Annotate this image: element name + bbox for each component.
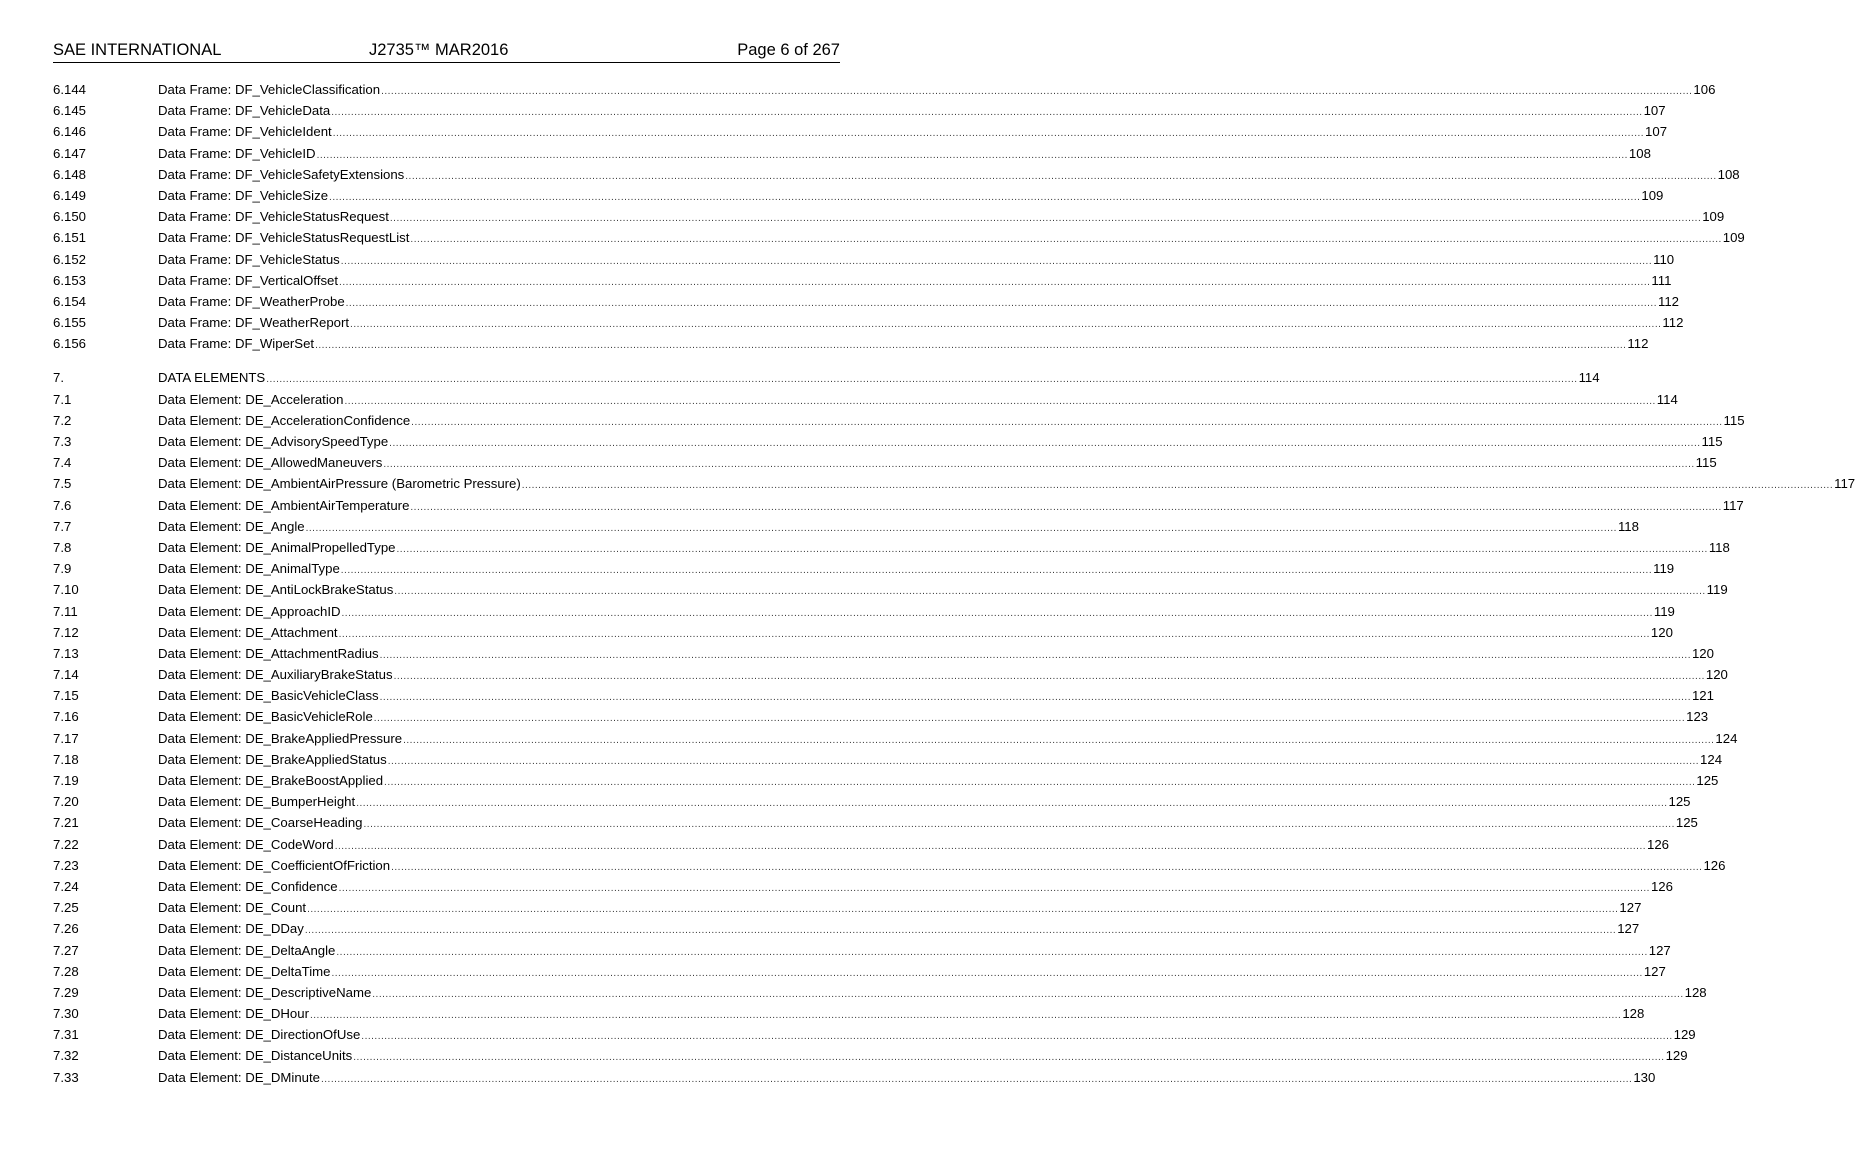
toc-entry-line	[158, 495, 1744, 518]
toc-entry-page: 107	[1643, 103, 1666, 119]
toc-entry[interactable]	[53, 918, 1640, 939]
toc-entry-title: Data Element: DE_Confidence	[158, 878, 338, 894]
toc-entry-number: 7.25	[53, 900, 79, 916]
toc-entry-page: 129	[1673, 1027, 1696, 1043]
toc-entry-line	[158, 249, 1675, 272]
toc-entry-page: 120	[1650, 624, 1673, 640]
toc-dot-leader: ................................................................................................................................................................................................................................................................................................................................................................................................................	[331, 967, 1643, 979]
toc-entry-number: 7.32	[53, 1048, 79, 1064]
toc-entry-number: 6.150	[53, 209, 87, 225]
toc-dot-leader: ................................................................................................................................................................................................................................................................................................................................................................................................................	[521, 480, 1834, 492]
toc-entry-line	[158, 143, 1651, 166]
toc-dot-leader: ................................................................................................................................................................................................................................................................................................................................................................................................................	[361, 1031, 1673, 1043]
toc-dot-leader: ................................................................................................................................................................................................................................................................................................................................................................................................................	[410, 234, 1722, 246]
toc-entry-number: 7.10	[53, 582, 79, 598]
toc-entry-number: 7.29	[53, 984, 79, 1000]
toc-dot-leader: ................................................................................................................................................................................................................................................................................................................................................................................................................	[403, 734, 1715, 746]
toc-entry[interactable]	[53, 249, 1675, 270]
toc-entry[interactable]	[53, 537, 1730, 558]
toc-dot-leader: ................................................................................................................................................................................................................................................................................................................................................................................................................	[384, 777, 1696, 788]
toc-entry-page: 125	[1675, 815, 1698, 831]
toc-entry-number: 7.7	[53, 518, 72, 534]
toc-entry-title: Data Element: DE_DistanceUnits	[158, 1048, 353, 1064]
toc-entry[interactable]	[53, 791, 1691, 812]
toc-entry-number: 6.146	[53, 124, 87, 140]
toc-entry[interactable]	[53, 495, 1744, 516]
toc-entry-number: 7.17	[53, 730, 79, 746]
toc-entry-line	[158, 961, 1666, 984]
toc-entry-page: 130	[1633, 1069, 1656, 1085]
toc-entry-line	[158, 312, 1684, 335]
toc-dot-leader: ................................................................................................................................................................................................................................................................................................................................................................................................................	[338, 882, 1650, 894]
toc-entry-page: 127	[1619, 900, 1642, 916]
toc-entry-number: 6.145	[53, 103, 87, 119]
toc-entry[interactable]	[53, 940, 1671, 961]
toc-entry-line	[158, 558, 1675, 581]
toc-entry[interactable]	[53, 312, 1684, 333]
toc-dot-leader: ................................................................................................................................................................................................................................................................................................................................................................................................................	[394, 586, 1706, 598]
toc-entry-title: Data Element: DE_CoefficientOfFriction	[158, 857, 391, 873]
toc-entry-line	[158, 206, 1725, 229]
toc-entry-title: Data Element: DE_BrakeAppliedStatus	[158, 751, 387, 767]
toc-entry-line	[158, 770, 1719, 793]
toc-entry-title: Data Frame: DF_VerticalOffset	[158, 272, 339, 288]
toc-entry-page: 119	[1653, 561, 1675, 577]
toc-entry-line	[158, 876, 1673, 899]
toc-dot-leader: ................................................................................................................................................................................................................................................................................................................................................................................................................	[339, 276, 1651, 288]
toc-entry-line	[158, 410, 1745, 433]
toc-entry-title: Data Element: DE_Angle	[158, 518, 305, 534]
toc-entry[interactable]	[53, 749, 1723, 770]
toc-entry-page: 109	[1641, 187, 1664, 203]
toc-entry-number: 6.147	[53, 145, 87, 161]
toc-entry[interactable]	[53, 143, 1651, 164]
toc-dot-leader: ................................................................................................................................................................................................................................................................................................................................................................................................................	[350, 319, 1662, 331]
toc-entry-page: 120	[1691, 645, 1714, 661]
toc-entry-line	[158, 834, 1670, 857]
toc-entry-page: 129	[1665, 1048, 1688, 1064]
toc-dot-leader: ................................................................................................................................................................................................................................................................................................................................................................................................................	[334, 840, 1647, 852]
toc-entry[interactable]	[53, 227, 1745, 248]
toc-entry[interactable]	[53, 1024, 1696, 1045]
toc-entry-line	[158, 897, 1642, 920]
toc-entry-number: 7.26	[53, 921, 79, 937]
toc-entry[interactable]	[53, 185, 1664, 206]
toc-entry[interactable]	[53, 982, 1707, 1003]
toc-entry-line	[158, 728, 1738, 751]
toc-entry-page: 127	[1617, 921, 1640, 937]
toc-dot-leader: ................................................................................................................................................................................................................................................................................................................................................................................................................	[381, 86, 1693, 97]
header-page-number: Page 6 of 267	[737, 41, 840, 59]
toc-entry-title: Data Element: DE_DescriptiveName	[158, 984, 372, 1000]
toc-dot-leader: ................................................................................................................................................................................................................................................................................................................................................................................................................	[344, 395, 1656, 407]
toc-entry-title: Data Element: DE_AmbientAirTemperature	[158, 497, 410, 513]
toc-entry-title: Data Element: DE_AllowedManeuvers	[158, 455, 383, 471]
toc-entry-page: 126	[1650, 878, 1673, 894]
toc-entry[interactable]	[53, 473, 1855, 494]
toc-entry-line	[158, 164, 1740, 187]
toc-entry[interactable]	[53, 1003, 1645, 1024]
toc-dot-leader: ................................................................................................................................................................................................................................................................................................................................................................................................................	[336, 946, 1648, 958]
toc-entry[interactable]	[53, 516, 1639, 537]
toc-entry-page: 114	[1656, 391, 1678, 407]
toc-entry-page: 109	[1702, 209, 1725, 225]
toc-entry-page: 121	[1691, 688, 1714, 704]
toc-entry-title: Data Element: DE_DMinute	[158, 1069, 320, 1085]
toc-entry-title: Data Element: DE_DHour	[158, 1006, 309, 1022]
toc-entry-title: Data Element: DE_DDay	[158, 921, 304, 937]
toc-entry-page: 126	[1703, 857, 1726, 873]
toc-entry-line	[158, 706, 1709, 729]
toc-entry-number: 7.6	[53, 497, 72, 513]
toc-entry-title: Data Element: DE_CoarseHeading	[158, 815, 363, 831]
toc-entry-page: 124	[1715, 730, 1738, 746]
toc-entry-page: 126	[1647, 836, 1670, 852]
toc-dot-leader: ................................................................................................................................................................................................................................................................................................................................................................................................................	[387, 755, 1700, 767]
toc-entry-title: Data Element: DE_Acceleration	[158, 391, 344, 407]
toc-entry[interactable]	[53, 389, 1678, 410]
toc-dot-leader: ................................................................................................................................................................................................................................................................................................................................................................................................................	[266, 374, 1578, 386]
toc-entry-line	[158, 749, 1723, 772]
toc-entry-title: Data Element: DE_DeltaTime	[158, 963, 331, 979]
toc-entry-title: Data Element: DE_ApproachID	[158, 603, 341, 619]
toc-entry-number: 6.154	[53, 293, 87, 309]
toc-entry[interactable]	[53, 685, 1714, 706]
toc-entry[interactable]	[53, 333, 1649, 354]
toc-entry[interactable]	[53, 876, 1673, 897]
toc-dot-leader: ................................................................................................................................................................................................................................................................................................................................................................................................................	[304, 925, 1617, 937]
toc-entry[interactable]	[53, 1045, 1688, 1066]
toc-entry-page: 125	[1696, 773, 1719, 788]
toc-entry-number: 7.19	[53, 773, 79, 788]
toc-entry[interactable]	[53, 100, 1666, 121]
toc-entry[interactable]	[53, 855, 1726, 876]
toc-entry-number: 7.21	[53, 815, 79, 831]
toc-entry-number: 7.33	[53, 1069, 79, 1085]
toc-entry-number: 7.18	[53, 751, 79, 767]
toc-dot-leader: ................................................................................................................................................................................................................................................................................................................................................................................................................	[305, 522, 1617, 534]
toc-entry-number: 7.15	[53, 688, 79, 704]
toc-dot-leader: ................................................................................................................................................................................................................................................................................................................................................................................................................	[307, 904, 1619, 916]
toc-dot-leader: ................................................................................................................................................................................................................................................................................................................................................................................................................	[356, 798, 1668, 810]
toc-entry-title: Data Element: DE_AnimalType	[158, 561, 340, 577]
toc-entry[interactable]	[53, 834, 1670, 855]
toc-entry-line	[158, 791, 1691, 814]
toc-entry-page: 108	[1717, 166, 1740, 182]
toc-entry[interactable]	[53, 897, 1642, 918]
toc-entry-number: 7.1	[53, 391, 72, 407]
toc-entry-page: 118	[1617, 518, 1639, 534]
toc-dot-leader: ................................................................................................................................................................................................................................................................................................................................................................................................................	[310, 1010, 1622, 1022]
toc-entry-title: Data Element: DE_DirectionOfUse	[158, 1027, 361, 1043]
toc-entry[interactable]	[53, 643, 1714, 664]
toc-entry-title: Data Element: DE_AuxiliaryBrakeStatus	[158, 667, 393, 683]
toc-dot-leader: ................................................................................................................................................................................................................................................................................................................................................................................................................	[331, 107, 1643, 119]
toc-entry-line	[158, 918, 1640, 941]
toc-entry-title: Data Frame: DF_VehicleData	[158, 103, 331, 119]
toc-entry[interactable]	[53, 291, 1680, 312]
toc-entry-line	[158, 227, 1745, 250]
toc-entry-number: 7.27	[53, 942, 79, 958]
toc-entry[interactable]	[53, 452, 1717, 473]
toc-entry-page: 117	[1722, 497, 1744, 513]
toc-entry-number: 7.31	[53, 1027, 79, 1043]
toc-entry-number: 7.9	[53, 561, 72, 577]
toc-entry-title: Data Element: DE_BasicVehicleRole	[158, 709, 373, 725]
toc-dot-leader: ................................................................................................................................................................................................................................................................................................................................................................................................................	[389, 438, 1701, 449]
toc-dot-leader: ................................................................................................................................................................................................................................................................................................................................................................................................................	[321, 1073, 1633, 1085]
toc-entry[interactable]	[53, 164, 1740, 185]
toc-entry-page: 125	[1668, 794, 1691, 810]
toc-entry-line	[158, 452, 1717, 475]
toc-entry-line	[158, 367, 1600, 390]
toc-entry-title: Data Element: DE_BasicVehicleClass	[158, 688, 379, 704]
toc-dot-leader: ................................................................................................................................................................................................................................................................................................................................................................................................................	[393, 671, 1705, 683]
toc-entry-line	[158, 685, 1714, 708]
toc-entry[interactable]	[53, 558, 1675, 579]
toc-entry[interactable]	[53, 579, 1728, 600]
toc-dot-leader: ................................................................................................................................................................................................................................................................................................................................................................................................................	[379, 692, 1691, 704]
toc-entry-line	[158, 333, 1649, 356]
toc-entry-title: DATA ELEMENTS	[158, 370, 266, 386]
toc-entry-number: 7.3	[53, 434, 72, 449]
header-publisher: SAE INTERNATIONAL	[53, 41, 222, 59]
toc-dot-leader: ................................................................................................................................................................................................................................................................................................................................................................................................................	[391, 861, 1703, 873]
toc-entry-number: 6.151	[53, 230, 87, 246]
toc-entry-title: Data Element: DE_Attachment	[158, 624, 338, 640]
toc-entry-number: 7.24	[53, 878, 79, 894]
toc-entry-line	[158, 1003, 1645, 1026]
toc-entry-title: Data Element: DE_AmbientAirPressure (Barometric Pressure)	[158, 476, 521, 492]
toc-dot-leader: ................................................................................................................................................................................................................................................................................................................................................................................................................	[405, 170, 1717, 182]
toc-entry-page: 106	[1693, 82, 1716, 97]
toc-section-data-frames	[53, 79, 1745, 354]
toc-entry-line	[158, 812, 1698, 835]
page-header	[53, 40, 840, 63]
toc-entry-title: Data Element: DE_Count	[158, 900, 307, 916]
toc-dot-leader: ................................................................................................................................................................................................................................................................................................................................................................................................................	[379, 649, 1691, 661]
toc-entry[interactable]	[53, 664, 1728, 685]
toc-entry-number: 7.	[53, 370, 64, 386]
toc-entry-page: 117	[1834, 476, 1855, 492]
toc-entry-line	[158, 537, 1730, 560]
toc-entry-title: Data Element: DE_DeltaAngle	[158, 942, 336, 958]
toc-dot-leader: ................................................................................................................................................................................................................................................................................................................................................................................................................	[411, 416, 1723, 428]
toc-dot-leader: ................................................................................................................................................................................................................................................................................................................................................................................................................	[345, 297, 1657, 309]
toc-dot-leader: ................................................................................................................................................................................................................................................................................................................................................................................................................	[373, 713, 1686, 725]
toc-dot-leader: ................................................................................................................................................................................................................................................................................................................................................................................................................	[315, 340, 1627, 352]
toc-entry[interactable]	[53, 206, 1725, 227]
toc-entry-title: Data Element: DE_AttachmentRadius	[158, 645, 379, 661]
toc-dot-leader: ................................................................................................................................................................................................................................................................................................................................................................................................................	[338, 628, 1650, 640]
toc-dot-leader: ................................................................................................................................................................................................................................................................................................................................................................................................................	[316, 149, 1628, 161]
toc-entry-line	[158, 940, 1671, 963]
toc-entry-line	[158, 291, 1680, 314]
toc-entry[interactable]	[53, 79, 1716, 100]
table-of-contents	[53, 79, 1855, 1088]
toc-entry[interactable]	[53, 431, 1723, 452]
toc-entry-page: 114	[1578, 370, 1600, 386]
toc-entry-number: 6.148	[53, 166, 87, 182]
toc-entry-line	[158, 389, 1678, 412]
toc-entry-title: Data Element: DE_BrakeBoostApplied	[158, 773, 384, 788]
toc-entry-page: 118	[1708, 539, 1730, 555]
toc-entry-line	[158, 100, 1666, 123]
toc-entry-number: 7.16	[53, 709, 79, 725]
toc-dot-leader: ................................................................................................................................................................................................................................................................................................................................................................................................................	[410, 501, 1722, 513]
toc-entry[interactable]	[53, 270, 1672, 291]
toc-dot-leader: ................................................................................................................................................................................................................................................................................................................................................................................................................	[340, 565, 1653, 577]
toc-entry-page: 112	[1662, 315, 1684, 331]
toc-entry-number: 7.5	[53, 476, 72, 492]
toc-entry[interactable]	[53, 961, 1666, 982]
toc-entry[interactable]	[53, 1067, 1656, 1088]
toc-entry[interactable]	[53, 367, 1600, 388]
toc-entry-title: Data Frame: DF_VehicleSize	[158, 187, 329, 203]
toc-entry-number: 7.11	[53, 603, 78, 619]
toc-entry-number: 7.8	[53, 539, 72, 555]
toc-entry-page: 107	[1645, 124, 1668, 140]
toc-entry[interactable]	[53, 601, 1675, 622]
toc-dot-leader: ................................................................................................................................................................................................................................................................................................................................................................................................................	[329, 191, 1641, 203]
toc-entry[interactable]	[53, 410, 1745, 431]
toc-entry-line	[158, 855, 1726, 878]
toc-entry-title: Data Element: DE_AnimalPropelledType	[158, 539, 396, 555]
toc-entry-line	[158, 643, 1714, 666]
toc-entry-title: Data Frame: DF_WeatherProbe	[158, 293, 345, 309]
toc-entry[interactable]	[53, 770, 1719, 791]
toc-entry-line	[158, 121, 1668, 144]
toc-entry-line	[158, 1067, 1656, 1090]
toc-entry-page: 111	[1651, 272, 1672, 288]
toc-entry-page: 112	[1627, 336, 1649, 352]
toc-entry[interactable]	[53, 121, 1668, 142]
toc-entry-page: 128	[1622, 1006, 1645, 1022]
toc-entry-page: 124	[1700, 751, 1723, 767]
toc-entry-title: Data Frame: DF_VehicleID	[158, 145, 316, 161]
toc-entry-title: Data Frame: DF_VehicleClassification	[158, 82, 381, 97]
toc-entry-number: 6.152	[53, 251, 87, 267]
toc-entry-page: 115	[1723, 412, 1745, 428]
toc-entry-title: Data Element: DE_AntiLockBrakeStatus	[158, 582, 394, 598]
toc-dot-leader: ................................................................................................................................................................................................................................................................................................................................................................................................................	[389, 213, 1702, 225]
toc-entry-title: Data Frame: DF_VehicleStatusRequest	[158, 209, 389, 225]
toc-entry-page: 115	[1695, 455, 1717, 471]
toc-entry-title: Data Frame: DF_WeatherReport	[158, 315, 350, 331]
toc-entry[interactable]	[53, 706, 1709, 727]
toc-entry-number: 7.2	[53, 412, 72, 428]
toc-entry-page: 127	[1648, 942, 1671, 958]
toc-entry-title: Data Element: DE_AccelerationConfidence	[158, 412, 411, 428]
toc-dot-leader: ................................................................................................................................................................................................................................................................................................................................................................................................................	[353, 1052, 1665, 1064]
toc-entry-number: 7.22	[53, 836, 79, 852]
toc-entry-page: 112	[1657, 293, 1680, 309]
toc-entry-line	[158, 473, 1855, 496]
toc-entry-number: 6.144	[53, 82, 87, 97]
toc-entry-number: 7.28	[53, 963, 79, 979]
toc-entry-line	[158, 1024, 1696, 1047]
toc-entry-title: Data Frame: DF_VehicleStatusRequestList	[158, 230, 410, 246]
toc-entry-page: 108	[1628, 145, 1651, 161]
toc-entry-line	[158, 516, 1639, 539]
toc-entry[interactable]	[53, 812, 1698, 833]
toc-entry-page: 110	[1653, 251, 1675, 267]
toc-entry-line	[158, 601, 1675, 624]
toc-entry-title: Data Element: DE_BrakeAppliedPressure	[158, 730, 403, 746]
toc-entry-line	[158, 664, 1728, 687]
toc-entry-page: 109	[1722, 230, 1745, 246]
toc-entry[interactable]	[53, 622, 1673, 643]
toc-entry-title: Data Frame: DF_WiperSet	[158, 336, 315, 352]
toc-entry-line	[158, 79, 1716, 102]
header-document-id: J2735™ MAR2016	[369, 41, 509, 59]
toc-entry-line	[158, 622, 1673, 645]
toc-entry-page: 123	[1686, 709, 1709, 725]
toc-entry-number: 6.153	[53, 272, 87, 288]
toc-entry-page: 119	[1653, 603, 1675, 619]
toc-dot-leader: ................................................................................................................................................................................................................................................................................................................................................................................................................	[341, 607, 1653, 619]
toc-entry-number: 6.155	[53, 315, 87, 331]
toc-entry-number: 7.14	[53, 667, 79, 683]
toc-dot-leader: ................................................................................................................................................................................................................................................................................................................................................................................................................	[372, 988, 1684, 1000]
toc-entry-number: 7.23	[53, 857, 79, 873]
toc-entry-number: 7.13	[53, 645, 79, 661]
toc-entry-number: 6.156	[53, 336, 87, 352]
toc-entry-title: Data Frame: DF_VehicleStatus	[158, 251, 340, 267]
toc-dot-leader: ................................................................................................................................................................................................................................................................................................................................................................................................................	[383, 459, 1695, 471]
toc-entry-number: 7.20	[53, 794, 79, 810]
toc-entry-line	[158, 579, 1728, 602]
toc-entry-page: 120	[1705, 667, 1728, 683]
toc-entry-page: 128	[1684, 984, 1707, 1000]
toc-entry-number: 7.12	[53, 624, 79, 640]
toc-entry-title: Data Element: DE_AdvisorySpeedType	[158, 434, 389, 449]
toc-dot-leader: ................................................................................................................................................................................................................................................................................................................................................................................................................	[340, 255, 1653, 267]
toc-entry-title: Data Frame: DF_VehicleIdent	[158, 124, 332, 140]
toc-entry-number: 7.30	[53, 1006, 79, 1022]
toc-dot-leader: ................................................................................................................................................................................................................................................................................................................................................................................................................	[396, 543, 1708, 555]
toc-entry-title: Data Frame: DF_VehicleSafetyExtensions	[158, 166, 405, 182]
toc-dot-leader: ................................................................................................................................................................................................................................................................................................................................................................................................................	[363, 819, 1675, 831]
toc-entry-line	[158, 185, 1664, 208]
toc-entry-title: Data Element: DE_BumperHeight	[158, 794, 356, 810]
toc-section-data-elements	[53, 367, 1855, 1087]
toc-entry-line	[158, 982, 1707, 1005]
toc-entry-page: 127	[1643, 963, 1666, 979]
toc-entry-line	[158, 1045, 1688, 1068]
toc-entry-line	[158, 270, 1672, 293]
toc-entry-page: 119	[1706, 582, 1728, 598]
toc-entry[interactable]	[53, 728, 1738, 749]
toc-dot-leader: ................................................................................................................................................................................................................................................................................................................................................................................................................	[332, 128, 1645, 140]
toc-entry-page: 115	[1701, 434, 1723, 449]
toc-entry-line	[158, 431, 1723, 454]
toc-entry-number: 7.4	[53, 455, 72, 471]
toc-entry-number: 6.149	[53, 187, 87, 203]
toc-entry-title: Data Element: DE_CodeWord	[158, 836, 334, 852]
